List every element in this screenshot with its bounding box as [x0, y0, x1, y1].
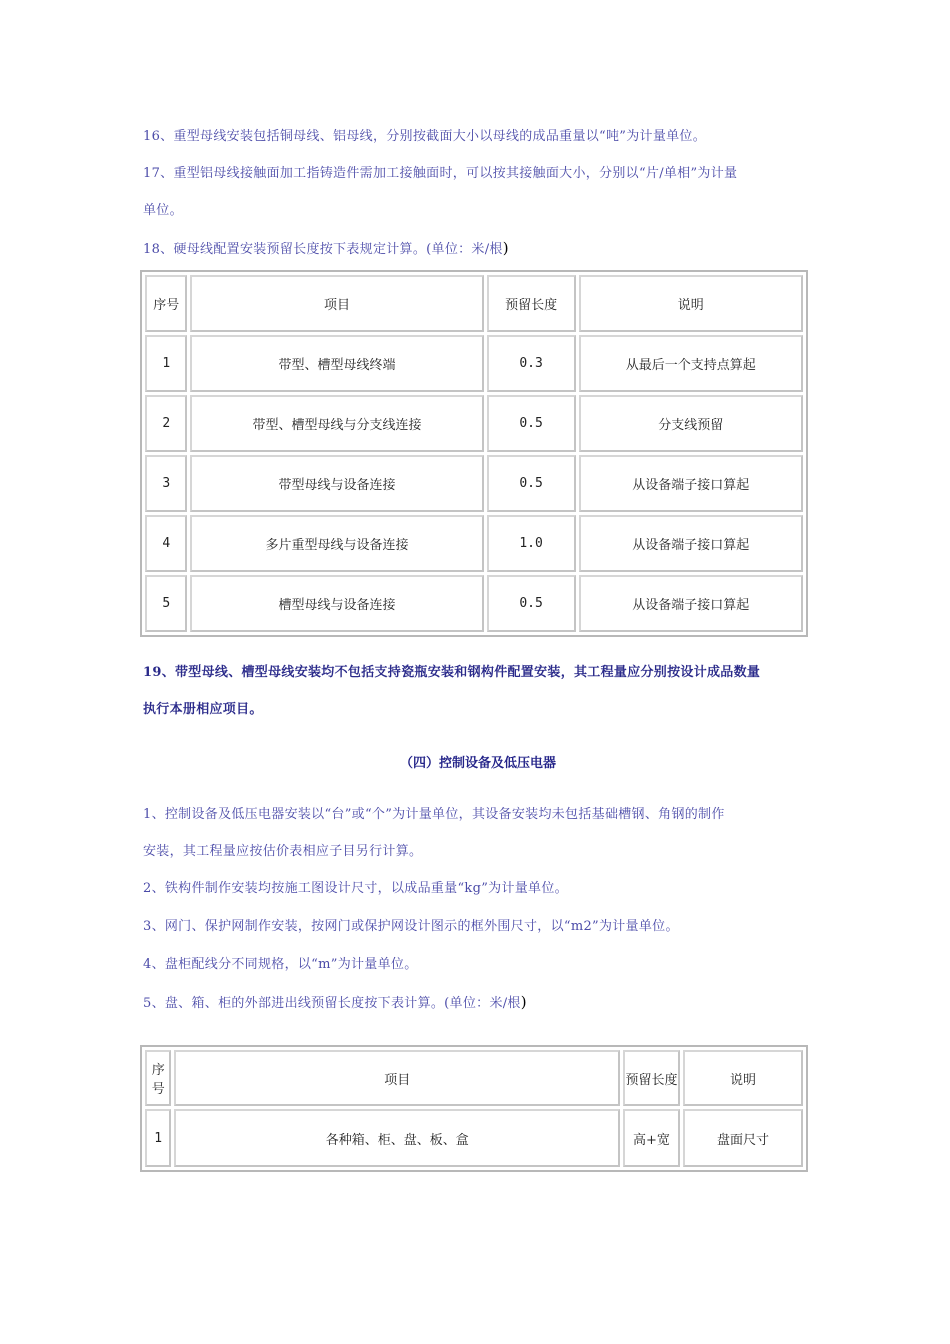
paragraph-19-line1: 19、带型母线、槽型母线安装均不包括支持瓷瓶安装和钢构件配置安装，其工程量应分别按设计成品数量: [143, 665, 761, 680]
table-2-header-row: [145, 1050, 803, 1106]
paragraph-4-4-text: 4、盘柜配线分不同规格，以“m”为计量单位。: [143, 957, 418, 972]
paragraph-4-4: [143, 946, 813, 983]
table-1-header-note: 说明: [579, 275, 803, 332]
paragraph-19: [143, 654, 813, 728]
paragraph-4-1-line1: 1、控制设备及低压电器安装以“台”或“个”为计量单位，其设备安装均未包括基础槽钢、角钢的制作: [143, 807, 725, 822]
table-2-header-length: 预留长度: [623, 1050, 680, 1106]
table-cell-note: 盘面尺寸: [683, 1109, 803, 1167]
table-cell-length: 0.5: [487, 575, 576, 632]
paragraph-16: [143, 118, 813, 155]
paragraph-18: [143, 230, 813, 268]
table-cell-length: 1.0: [487, 515, 576, 572]
table-row: [145, 515, 803, 572]
table-cell-note: 从设备端子接口算起: [579, 455, 803, 512]
table-cell-item: 多片重型母线与设备连接: [190, 515, 483, 572]
table-cell-index: 3: [145, 455, 187, 512]
paragraph-16-text: 16、重型母线安装包括铜母线、铝母线，分别按截面大小以母线的成品重量以“吨”为计量单位。: [143, 129, 707, 144]
paragraph-4-1: [143, 796, 813, 870]
table-row: [145, 335, 803, 392]
table-2-header-index: 序号: [145, 1050, 171, 1106]
paragraph-19-line2: 执行本册相应项目。: [143, 702, 263, 717]
table-1-header-item: 项目: [190, 275, 483, 332]
table-1-header-length: 预留长度: [487, 275, 576, 332]
table-cell-item: 各种箱、柜、盘、板、盒: [174, 1109, 620, 1167]
paragraph-18-text: 18、硬母线配置安装预留长度按下表规定计算。(单位：米/根: [143, 242, 503, 257]
table-cell-length: 0.5: [487, 455, 576, 512]
table-cell-length: 高+宽: [623, 1109, 680, 1167]
paragraph-4-1-line2: 安装，其工程量应按估价表相应子目另行计算。: [143, 844, 423, 859]
paragraph-4-5-text: 5、盘、箱、柜的外部进出线预留长度按下表计算。(单位：米/根: [143, 996, 521, 1011]
reserve-length-table-2: [140, 1045, 808, 1172]
paragraph-4-2: [143, 870, 813, 907]
table-1-header-index: 序号: [145, 275, 187, 332]
paragraph-4-2-text: 2、铁构件制作安装均按施工图设计尺寸，以成品重量“kg”为计量单位。: [143, 881, 568, 896]
table-2-header-item: 项目: [174, 1050, 620, 1106]
paragraph-17: [143, 155, 813, 229]
table-cell-length: 0.5: [487, 395, 576, 452]
table-row: [145, 395, 803, 452]
reserve-length-table-1: [140, 270, 808, 637]
paragraph-17-line1: 17、重型铝母线接触面加工指铸造件需加工接触面时，可以按其接触面大小，分别以“片/单相”为计量: [143, 166, 738, 181]
paragraph-18-paren: ): [502, 239, 509, 257]
table-cell-index: 4: [145, 515, 187, 572]
table-cell-index: 5: [145, 575, 187, 632]
table-cell-index: 1: [145, 1109, 171, 1167]
paragraph-4-3: [143, 908, 813, 945]
table-cell-item: 带型母线与设备连接: [190, 455, 483, 512]
paragraph-4-5-paren: ): [520, 993, 527, 1011]
table-1-header-row: [145, 275, 803, 332]
table-row: [145, 455, 803, 512]
table-row: [145, 1109, 803, 1167]
table-cell-note: 从设备端子接口算起: [579, 515, 803, 572]
table-cell-length: 0.3: [487, 335, 576, 392]
table-2-header-note: 说明: [683, 1050, 803, 1106]
table-row: [145, 575, 803, 632]
section-4-heading: （四）控制设备及低压电器: [399, 756, 556, 771]
paragraph-17-line2: 单位。: [143, 203, 183, 218]
paragraph-4-3-text: 3、网门、保护网制作安装，按网门或保护网设计图示的框外围尺寸，以“m2”为计量单位。: [143, 919, 679, 934]
table-cell-note: 分支线预留: [579, 395, 803, 452]
table-cell-note: 从设备端子接口算起: [579, 575, 803, 632]
table-cell-note: 从最后一个支持点算起: [579, 335, 803, 392]
table-cell-item: 带型、槽型母线终端: [190, 335, 483, 392]
table-cell-item: 带型、槽型母线与分支线连接: [190, 395, 483, 452]
table-cell-index: 2: [145, 395, 187, 452]
table-cell-index: 1: [145, 335, 187, 392]
table-cell-item: 槽型母线与设备连接: [190, 575, 483, 632]
paragraph-4-5: [143, 984, 813, 1022]
